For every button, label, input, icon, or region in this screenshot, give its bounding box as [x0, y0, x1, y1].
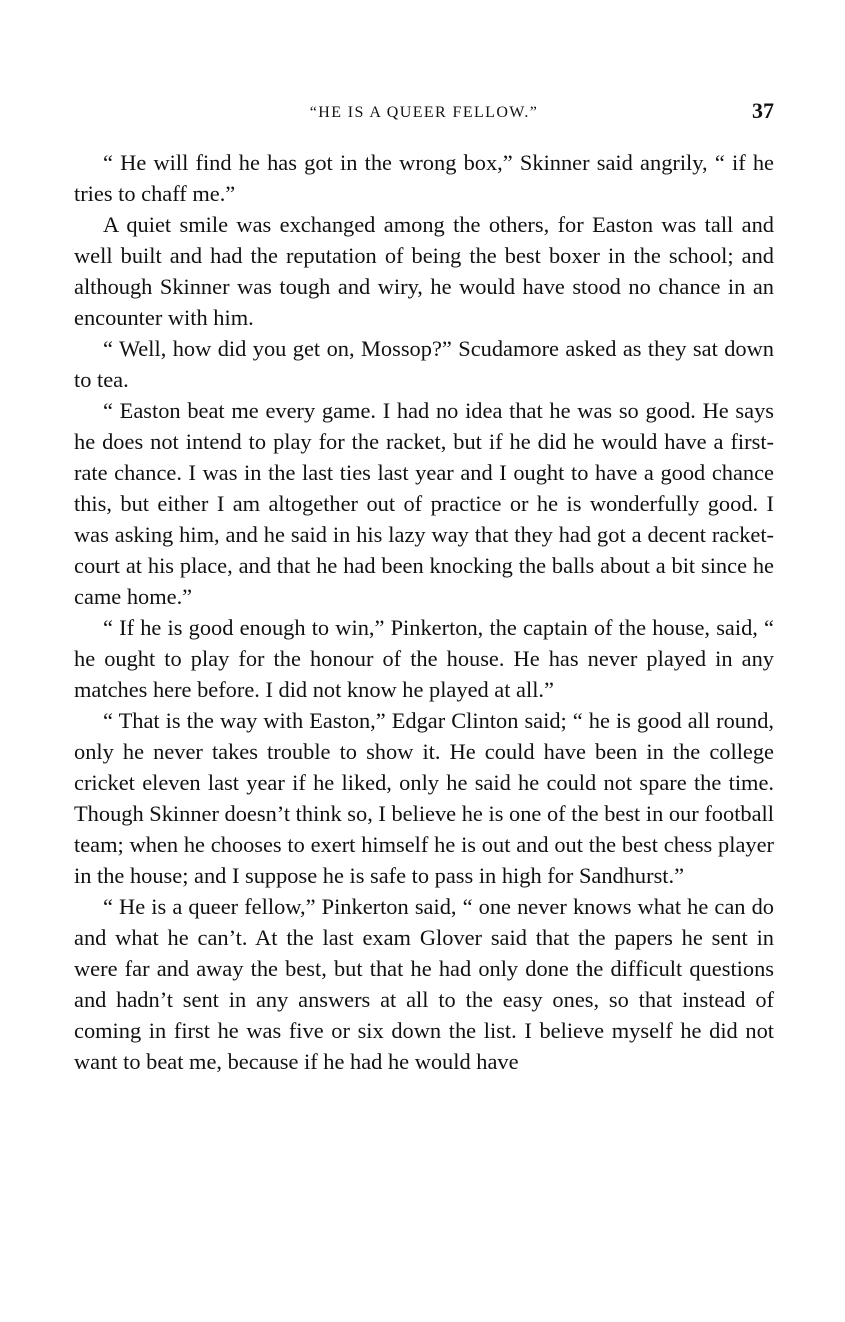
paragraph: “ If he is good enough to win,” Pinkerton, the captain of the house, said, “ he ought to play for the honour of the house. He has never played in any matches here before. I did not know he played at all.” [74, 615, 774, 702]
paragraph: “ Easton beat me every game. I had no idea that he was so good. He says he does not intend to play for the racket, but if he did he would have a first-rate chance. I was in the last ties last year and I ought to have a good chance this, but either I am altogether out of practice or he is wonderfully good. I was asking him, and he said in his lazy way that they had got a decent racket-court at his place, and that he had been knocking the balls about a bit since he came home.” [74, 398, 774, 609]
paragraph: “ He is a queer fellow,” Pinkerton said, “ one never knows what he can do and what he can’t. At the last exam Glover said that the papers he sent in were far and away the best, but that he had only done the difficult questions and hadn’t sent in any answers at all to the easy ones, so that instead of coming in first he was five or six down the list. I believe myself he did not want to beat me, because if he had he would have [74, 894, 774, 1074]
paragraph: “ Well, how did you get on, Mossop?” Scudamore asked as they sat down to tea. [74, 336, 774, 392]
running-title: “HE IS A QUEER FELLOW.” [309, 104, 539, 121]
paragraph: “ That is the way with Easton,” Edgar Clinton said; “ he is good all round, only he never takes trouble to show it. He could have been in the college cricket eleven last year if he liked, only he said he could not spare the time. Though Skinner doesn’t think so, I believe he is one of the best in our football team; when he chooses to exert himself he is out and out the best chess player in the house; and I suppose he is safe to pass in high for Sandhurst.” [74, 708, 774, 888]
page-header [74, 97, 774, 127]
paragraph: A quiet smile was exchanged among the others, for Easton was tall and well built and had the reputation of being the best boxer in the school; and although Skinner was tough and wiry, he would have stood no chance in an encounter with him. [74, 212, 774, 330]
paragraph: “ He will find he has got in the wrong box,” Skinner said angrily, “ if he tries to chaff me.” [74, 150, 774, 206]
body-text [74, 147, 774, 1077]
page-number: 37 [752, 98, 774, 123]
